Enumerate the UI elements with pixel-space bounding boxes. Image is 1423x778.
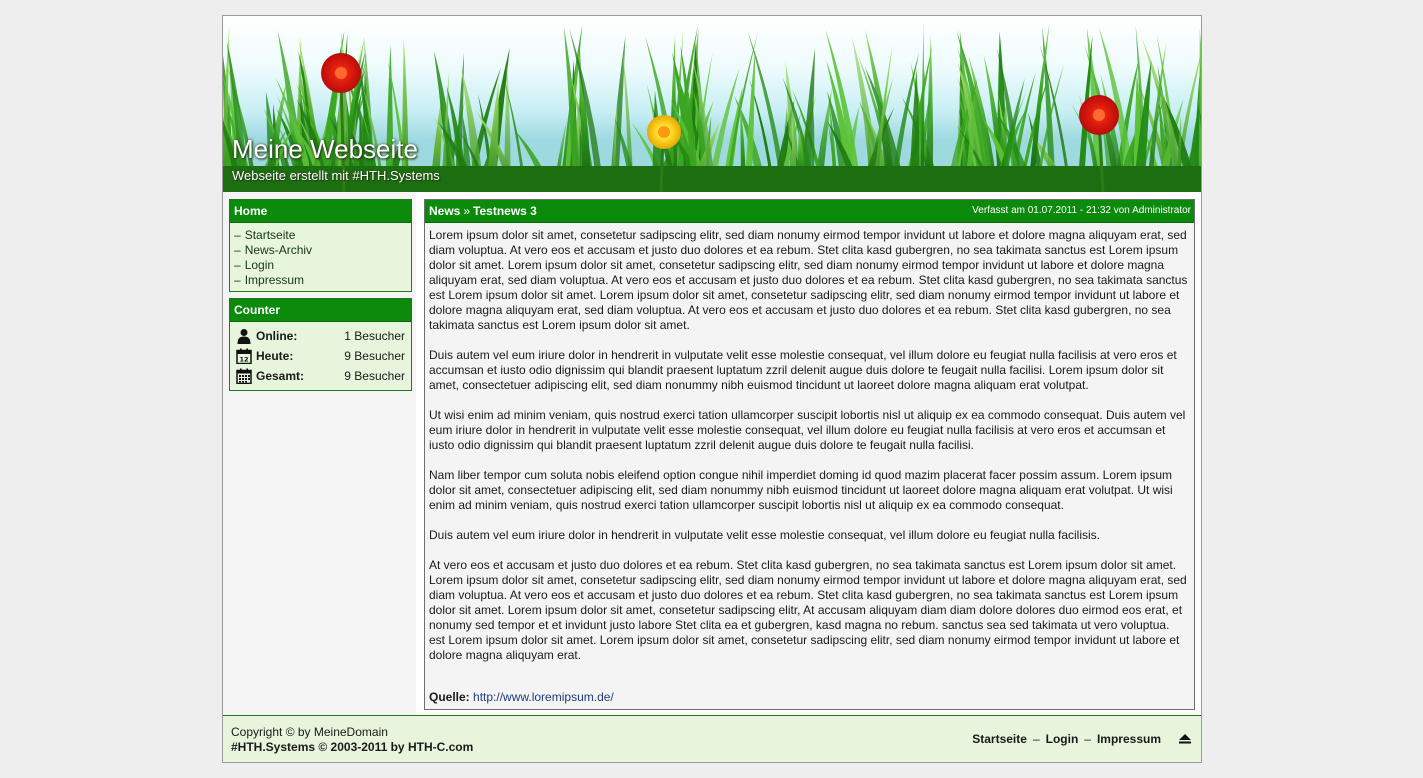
menu-box-title: Home <box>230 200 411 223</box>
sidebar <box>223 192 416 715</box>
counter-row-online <box>236 326 411 346</box>
news-paragraph: Duis autem vel eum iriure dolor in hendrerit in vulputate velit esse molestie consequat, vel illum dolore eu feugiat nulla facilisis at vero eros et accumsan et iusto odio dignissim qui blandit praesent luptatum zzril delenit augue duis dolore te feugait nulla facilisi. Lorem ipsum dolor sit amet, consectetuer adipiscing elit, sed diam nonummy nibh euismod tincidunt ut laoreet dolore magna aliquam erat volutpat. <box>429 348 1177 392</box>
menu-item-label[interactable]: Impressum <box>244 273 305 287</box>
breadcrumb-separator: » <box>463 204 471 218</box>
menu-item-label[interactable]: News-Archiv <box>244 243 313 257</box>
powered-by-text: #HTH.Systems © 2003-2011 by HTH-C.com <box>231 740 474 754</box>
scroll-to-top-icon[interactable] <box>1179 734 1191 744</box>
menu-list <box>230 223 411 288</box>
news-paragraph: Nam liber tempor cum soluta nobis eleifend option congue nihil imperdiet doming id quod mazim placerat facer possim assum. Lorem ipsum dolor sit amet, consectetuer adipiscing elit, sed diam nonummy nibh euismod tincidunt ut laoreet dolore magna aliquam erat volutpat. Ut wisi enim ad minim veniam, quis nostrud exerci tation ullamcorper suscipit lobortis nisl ut aliquip ex ea commodo consequat. <box>429 468 1173 512</box>
footer-link-login[interactable]: Login <box>1045 732 1079 746</box>
counter-box <box>229 298 412 391</box>
counter-row-today <box>236 346 411 366</box>
menu-item-login[interactable] <box>234 258 411 273</box>
breadcrumb <box>429 200 537 222</box>
calendar-month-icon <box>236 368 252 384</box>
footer-nav <box>972 732 1161 746</box>
news-paragraph: At vero eos et accusam et justo duo dolores et ea rebum. Stet clita kasd gubergren, no sea takimata sanctus est Lorem ipsum dolor sit amet. Lorem ipsum dolor sit amet, consetetur sadipscing elitr, sed diam nonumy eirmod tempor invidunt ut labore et dolore magna aliquyam erat, sed diam voluptua. At vero eos et accusam et justo duo dolores et ea rebum. Stet clita kasd gubergren, no sea takimata sanctus est Lorem ipsum dolor sit amet. Lorem ipsum dolor sit amet, consetetur sadipscing elitr, At accusam aliquyam diam diam dolore dolores duo eirmod eos erat, et nonumy sed tempor et et invidunt justo labore Stet clita ea et gubergren, kasd magna no rebum. sanctus sea sed takimata ut vero voluptua. est Lorem ipsum dolor sit amet. Lorem ipsum dolor sit amet, consetetur sadipscing elitr, sed diam nonumy eirmod tempor invidunt ut labore et dolore magna aliquyam erat. <box>429 558 1187 662</box>
menu-item-news-archiv[interactable] <box>234 243 411 258</box>
site-title: Meine Webseite <box>232 134 418 164</box>
calendar-day-icon <box>236 348 252 364</box>
counter-row-total <box>236 366 411 386</box>
footer-separator: – <box>1032 732 1040 746</box>
news-source <box>429 690 614 704</box>
site-subtitle: Webseite erstellt mit #HTH.Systems <box>232 168 440 183</box>
menu-box <box>229 199 412 292</box>
news-paragraph: Lorem ipsum dolor sit amet, consetetur sadipscing elitr, sed diam nonumy eirmod tempor invidunt ut labore et dolore magna aliquyam erat, sed diam voluptua. At vero eos et accusam et justo duo dolores et ea rebum. Stet clita kasd gubergren, no sea takimata sanctus est Lorem ipsum dolor sit amet. Lorem ipsum dolor sit amet, consetetur sadipscing elitr, sed diam nonumy eirmod tempor invidunt ut labore et dolore magna aliquyam erat, sed diam voluptua. At vero eos et accusam et justo duo dolores et ea rebum. Stet clita kasd gubergren, no sea takimata sanctus est Lorem ipsum dolor sit amet. Lorem ipsum dolor sit amet, consetetur sadipscing elitr, sed diam nonumy eirmod tempor invidunt ut labore et dolore magna aliquyam erat, sed diam voluptua. At vero eos et accusam et justo duo dolores et ea rebum. Stet clita kasd gubergren, no sea takimata sanctus est Lorem ipsum dolor sit amet. <box>429 228 1188 332</box>
counter-label: Online: <box>256 329 298 343</box>
grass-banner-image <box>223 16 1201 192</box>
footer-link-startseite[interactable]: Startseite <box>972 732 1027 746</box>
menu-item-label[interactable]: Startseite <box>244 228 296 242</box>
news-paragraph: Duis autem vel eum iriure dolor in hendrerit in vulputate velit esse molestie consequat, vel illum dolore eu feugiat nulla facilisis. <box>429 528 1101 542</box>
counter-label: Gesamt: <box>256 369 305 383</box>
news-body <box>425 223 1194 663</box>
counter-value: 9 Besucher <box>344 349 405 363</box>
page-container <box>222 15 1202 763</box>
footer <box>223 715 1201 762</box>
header-banner <box>223 16 1201 192</box>
svg-text:12: 12 <box>239 355 249 364</box>
counter-label: Heute: <box>256 349 294 363</box>
menu-bullet: – <box>234 258 241 272</box>
news-paragraph: Ut wisi enim ad minim veniam, quis nostrud exerci tation ullamcorper suscipit lobortis nisl ut aliquip ex ea commodo consequat. Duis autem vel eum iriure dolor in hendrerit in vulputate velit esse molestie consequat, vel illum dolore eu feugiat nulla facilisis at vero eros et accumsan et iusto odio dignissim qui blandit praesent luptatum zzril delenit augue duis dolore te feugait nulla facilisi. <box>429 408 1186 452</box>
counter-value: 9 Besucher <box>344 369 405 383</box>
source-link[interactable]: http://www.loremipsum.de/ <box>473 690 614 704</box>
user-icon <box>236 328 252 344</box>
menu-item-impressum[interactable] <box>234 273 411 288</box>
news-title: Testnews 3 <box>473 204 537 218</box>
counter-box-title: Counter <box>230 299 411 322</box>
menu-bullet: – <box>234 273 241 287</box>
news-article <box>424 199 1195 710</box>
source-label: Quelle: <box>429 690 470 704</box>
menu-item-label[interactable]: Login <box>244 258 275 272</box>
counter-value: 1 Besucher <box>344 329 405 343</box>
footer-link-impressum[interactable]: Impressum <box>1096 732 1161 746</box>
menu-item-startseite[interactable] <box>234 228 411 243</box>
breadcrumb-news-link[interactable]: News <box>429 204 461 218</box>
news-header-bar <box>425 200 1194 223</box>
menu-bullet: – <box>234 243 241 257</box>
news-meta: Verfasst am 01.07.2011 - 21:32 von Administrator <box>972 205 1191 216</box>
copyright-text: Copyright © by MeineDomain <box>231 725 388 739</box>
footer-separator: – <box>1084 732 1091 746</box>
menu-bullet: – <box>234 228 241 242</box>
